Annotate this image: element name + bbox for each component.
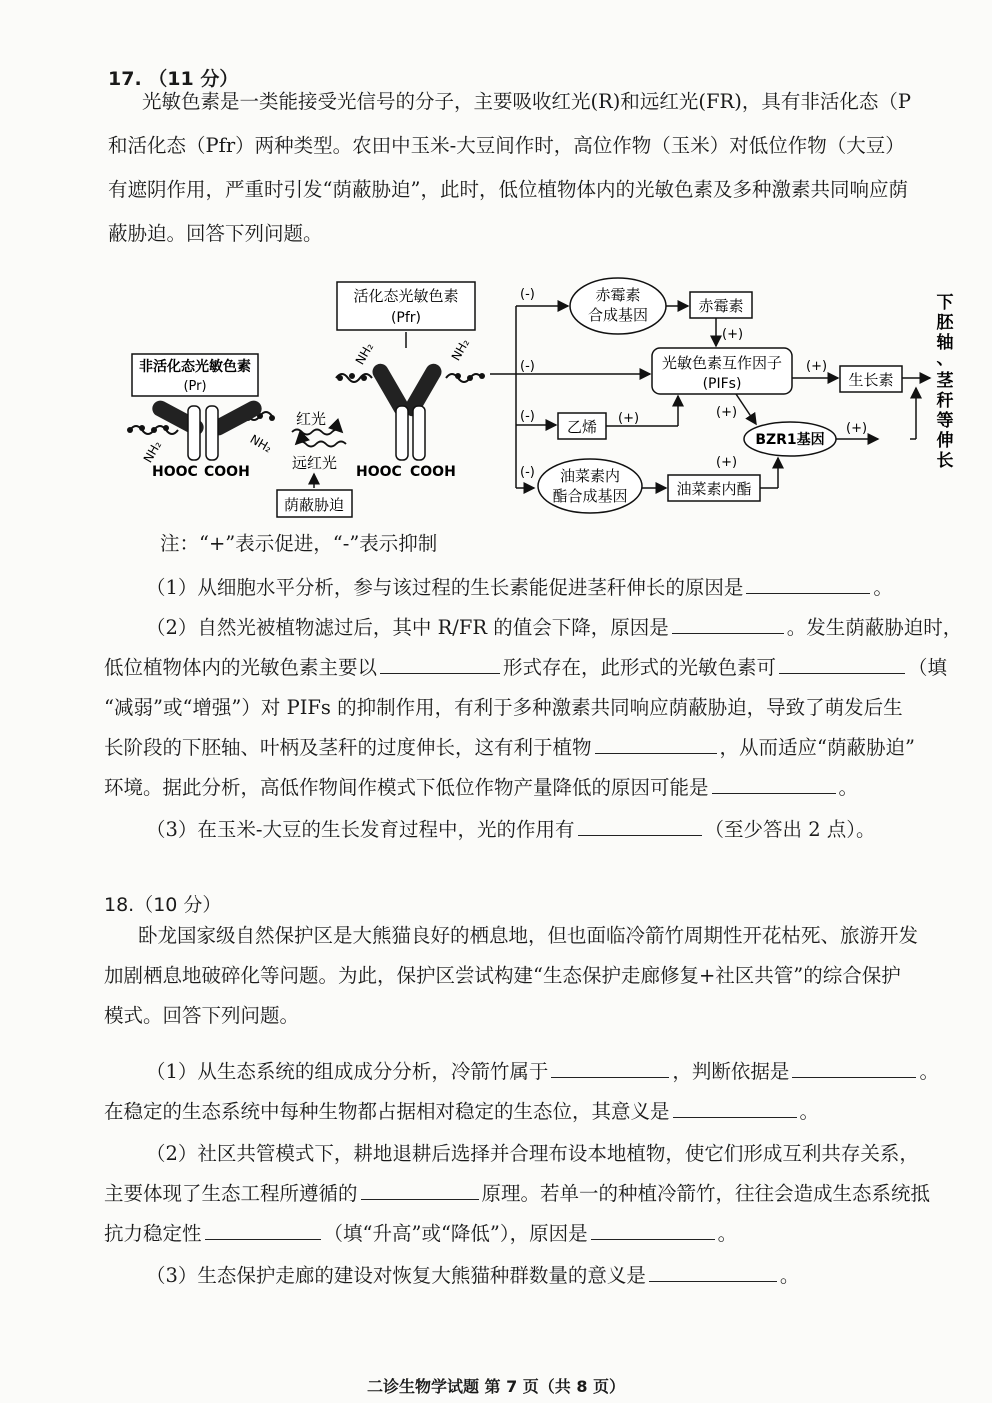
pfr-molecule <box>336 332 485 480</box>
outcome-char: 茎 <box>936 371 954 391</box>
pr-label-1: 非活化态光敏色素 <box>139 359 251 375</box>
plus-label: (+) <box>722 327 744 342</box>
plus-label: (+) <box>716 405 738 420</box>
answer-blank[interactable] <box>746 573 870 594</box>
pr-nh2-left: NH₂ <box>140 438 165 466</box>
outcome-char: 下 <box>936 293 954 313</box>
q18-intro-line: 加剧栖息地破碎化等问题。为此，保护区尝试构建“生态保护走廊修复+社区共管”的综合保护 <box>104 964 901 987</box>
q17-sub2-line4 <box>104 726 915 770</box>
answer-blank[interactable] <box>205 1219 321 1240</box>
answer-blank[interactable] <box>672 613 784 634</box>
q18-sub2-line1: （2）社区共管模式下，耕地退耕后选择并合理布设本地植物，使它们形成互利共存关系， <box>146 1142 919 1165</box>
pr-hooc: HOOC <box>152 464 198 480</box>
q17-sub2-text: 。 <box>838 776 859 799</box>
q18-sub1-line2 <box>104 1090 819 1134</box>
plus-label: (+) <box>806 359 828 374</box>
q17-sub1 <box>146 566 893 610</box>
ethylene-label: 乙烯 <box>566 418 598 436</box>
pfr-label-1: 活化态光敏色素 <box>353 287 459 305</box>
q17-sub2-text: （填 <box>908 656 948 679</box>
q17-sub3-text: （3）在玉米-大豆的生长发育过程中，光的作用有 <box>146 818 575 841</box>
q17-intro-line: 光敏色素是一类能接受光信号的分子，主要吸收红光(R)和远红光(FR)，具有非活化态（P <box>142 90 911 113</box>
q17-sub3 <box>146 808 876 852</box>
pr-molecule <box>127 398 275 480</box>
q18-sub2-text: （填“升高”或“降低”），原因是 <box>323 1222 588 1245</box>
pr-nh2-right: NH₂ <box>247 431 275 456</box>
q18-sub2-line2 <box>104 1172 930 1216</box>
phytochrome-diagram <box>0 270 992 530</box>
pr-label-2: (Pr) <box>183 379 207 394</box>
outcome-char: 长 <box>936 451 954 471</box>
q18-score: （10 分） <box>134 894 222 916</box>
q17-note: 注：“+”表示促进，“-”表示抑制 <box>160 532 438 555</box>
q18-intro-line: 卧龙国家级自然保护区是大熊猫良好的栖息地，但也面临冷箭竹周期性开花枯死、旅游开发 <box>138 924 919 947</box>
q18-sub3 <box>146 1254 799 1298</box>
q18-sub1-text: ，判断依据是 <box>672 1060 790 1083</box>
answer-blank[interactable] <box>591 1219 715 1240</box>
minus-label: (-) <box>520 409 535 424</box>
q17-sub2-line2 <box>104 646 947 690</box>
pfr-nh2-left: NH₂ <box>352 340 377 368</box>
answer-blank[interactable] <box>578 815 702 836</box>
q18-sub3-text: （3）生态保护走廊的建设对恢复大熊猫种群数量的意义是 <box>146 1264 646 1287</box>
outcome-char: 胚 <box>936 313 954 333</box>
q18-sub2-text: 原理。若单一的种植冷箭竹，往往会造成生态系统抵 <box>481 1182 931 1205</box>
minus-label: (-) <box>520 359 535 374</box>
answer-blank[interactable] <box>595 733 717 754</box>
answer-blank[interactable] <box>361 1179 479 1200</box>
answer-blank[interactable] <box>712 773 836 794</box>
q18-sub3-text: 。 <box>779 1264 800 1287</box>
pifs-label-1: 光敏色素互作因子 <box>661 354 783 372</box>
gibberellin-label: 赤霉素 <box>698 297 744 315</box>
q17-intro-line: 蔽胁迫。回答下列问题。 <box>108 222 323 245</box>
outcome-char: 轴 <box>936 333 954 353</box>
plus-label: (+) <box>846 421 868 436</box>
answer-blank[interactable] <box>673 1097 797 1118</box>
pifs-label-2: (PIFs) <box>702 376 742 392</box>
q17-sub1-end: 。 <box>873 576 893 599</box>
answer-blank[interactable] <box>551 1057 669 1078</box>
q18-header <box>104 890 221 917</box>
q18-sub1-text: 。 <box>799 1100 820 1123</box>
red-light-label: 红光 <box>296 410 327 428</box>
q18-sub2-text: 。 <box>717 1222 738 1245</box>
outcome-char: 伸 <box>936 431 954 451</box>
plus-label: (+) <box>716 455 738 470</box>
bzr1-label: BZR1基因 <box>755 432 825 448</box>
gibberellin-gene-label-2: 合成基因 <box>587 306 649 324</box>
minus-label: (-) <box>520 287 535 302</box>
q17-sub2-text: 长阶段的下胚轴、叶柄及茎秆的过度伸长，这有利于植物 <box>104 736 592 759</box>
outcome-text <box>937 293 956 471</box>
answer-blank[interactable] <box>649 1261 777 1282</box>
shade-stress-label: 荫蔽胁迫 <box>283 496 345 514</box>
answer-blank[interactable] <box>779 653 905 674</box>
q18-sub1-text: 在稳定的生态系统中每种生物都占据相对稳定的生态位，其意义是 <box>104 1100 670 1123</box>
q17-sub2-text: 低位植物体内的光敏色素主要以 <box>104 656 378 679</box>
q18-intro-line: 模式。回答下列问题。 <box>104 1004 300 1027</box>
brass-label: 油菜素内酯 <box>676 480 752 498</box>
outcome-char: 、 <box>936 349 954 369</box>
q17-number: 17. <box>108 68 142 90</box>
q17-sub1-text: （1）从细胞水平分析，参与该过程的生长素能促进茎秆伸长的原因是 <box>146 576 744 599</box>
q17-sub2-text: 环境。据此分析，高低作物间作模式下低位作物产量降低的原因可能是 <box>104 776 709 799</box>
far-red-light-label: 远红光 <box>292 454 338 472</box>
auxin-label: 生长素 <box>848 371 894 389</box>
q18-number: 18. <box>104 894 135 916</box>
pfr-cooh: COOH <box>410 464 456 480</box>
q17-sub2-text: （2）自然光被植物滤过后，其中 R/FR 的值会下降，原因是 <box>146 616 669 639</box>
q17-score: （11 分） <box>148 68 239 90</box>
page-footer: 二诊生物学试题 第 7 页（共 8 页） <box>366 1377 626 1396</box>
outcome-char: 等 <box>936 411 954 431</box>
minus-label: (-) <box>520 465 535 480</box>
brass-gene-label-1: 油菜素内 <box>559 467 621 485</box>
q18-sub1-text: 。 <box>919 1060 939 1083</box>
pfr-label-2: (Pfr) <box>390 310 422 326</box>
q17-sub2-text: ，从而适应“荫蔽胁迫” <box>719 736 915 759</box>
answer-blank[interactable] <box>792 1057 916 1078</box>
q17-sub2-line1 <box>146 606 962 650</box>
pfr-nh2-right: NH₂ <box>448 336 473 364</box>
brass-gene-label-2: 酯合成基因 <box>552 487 628 505</box>
q17-sub2-text: 形式存在，此形式的光敏色素可 <box>503 656 777 679</box>
answer-blank[interactable] <box>380 653 500 674</box>
gibberellin-gene-label-1: 赤霉素 <box>595 286 641 304</box>
q18-sub1-text: （1）从生态系统的组成成分分析，冷箭竹属于 <box>146 1060 549 1083</box>
q17-sub2-line3: “减弱”或“增强”）对 PIFs 的抑制作用，有利于多种激素共同响应荫蔽胁迫，导致了萌发后生 <box>104 696 903 719</box>
outcome-char: 秆 <box>936 391 954 411</box>
q17-intro-line: 有遮阴作用，严重时引发“荫蔽胁迫”，此时，低位植物体内的光敏色素及多种激素共同响应荫 <box>108 178 908 201</box>
q18-sub2-line3 <box>104 1212 737 1256</box>
q18-intro <box>104 916 984 1036</box>
q17-sub3-text: （至少答出 2 点）。 <box>704 818 876 841</box>
q17-sub2-text: 。发生荫蔽胁迫时， <box>786 616 963 639</box>
q18-sub2-text: 主要体现了生态工程所遵循的 <box>104 1182 358 1205</box>
pfr-hooc: HOOC <box>356 464 402 480</box>
q17-sub2-line5 <box>104 766 858 810</box>
plus-label: (+) <box>618 411 640 426</box>
pr-cooh: COOH <box>204 464 250 480</box>
q18-sub1-line1 <box>146 1050 939 1094</box>
q17-intro <box>108 80 988 256</box>
q18-sub2-text: 抗力稳定性 <box>104 1222 202 1245</box>
q17-intro-line: 和活化态（Pfr）两种类型。农田中玉米-大豆间作时，高位作物（玉米）对低位作物（大豆） <box>108 134 905 157</box>
